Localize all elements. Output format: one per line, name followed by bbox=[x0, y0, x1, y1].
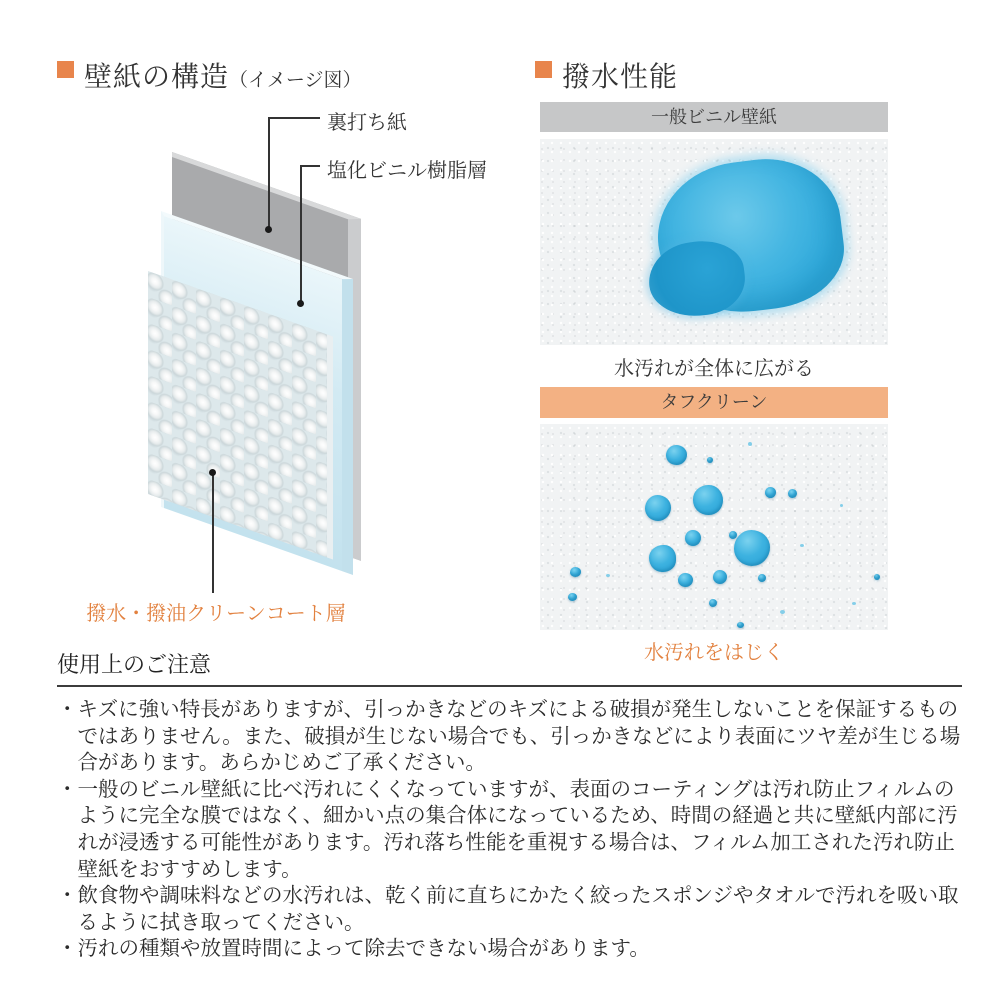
leader-dot bbox=[265, 226, 272, 233]
clean-coat-label: 撥水・撥油クリーンコート層 bbox=[86, 603, 346, 625]
water-speck bbox=[852, 602, 856, 605]
structure-section-heading bbox=[57, 55, 361, 95]
water-droplet bbox=[678, 573, 693, 587]
water-droplet bbox=[709, 599, 717, 607]
spread-stain-photo bbox=[540, 139, 888, 345]
note-text: キズに強い特長がありますが、引っかきなどのキズによる破損が発生しないことを保証するものではありません。また、破損が生じない場合でも、引っかきなどにより表面にツヤ差が生じる場合があります。あらかじめご了承ください。 bbox=[77, 698, 961, 775]
water-droplet bbox=[707, 457, 713, 463]
orange-square-bullet-icon bbox=[57, 61, 74, 78]
orange-square-bullet-icon bbox=[535, 61, 552, 78]
water-droplet bbox=[666, 445, 687, 465]
water-droplet bbox=[734, 530, 770, 566]
water-speck bbox=[840, 504, 843, 507]
structure-title-suffix: （イメージ図） bbox=[229, 70, 362, 91]
water-droplet bbox=[729, 531, 737, 539]
water-droplet bbox=[765, 487, 776, 498]
leader-dot bbox=[297, 300, 304, 307]
note-bullet: ・ bbox=[57, 698, 78, 721]
water-droplet bbox=[645, 495, 671, 521]
leader-dot bbox=[209, 469, 216, 476]
water-speck bbox=[748, 442, 752, 446]
water-droplet bbox=[649, 545, 676, 572]
note-bullet: ・ bbox=[57, 777, 78, 801]
leader-line bbox=[300, 165, 320, 167]
leader-line bbox=[300, 165, 302, 303]
water-droplet bbox=[737, 622, 744, 628]
note-item bbox=[57, 697, 965, 777]
vinyl-resin-label: 塩化ビニル樹脂層 bbox=[327, 160, 487, 182]
notes-title: 使用上のご注意 bbox=[57, 652, 212, 677]
water-speck bbox=[606, 574, 610, 577]
note-item bbox=[57, 777, 965, 883]
note-text: 飲食物や調味料などの水汚れは、乾く前に直ちにかたく絞ったスポンジやタオルで汚れを吸い取るように拭き取ってください。 bbox=[77, 884, 959, 934]
water-speck bbox=[780, 610, 785, 614]
water-droplet bbox=[693, 485, 723, 515]
water-stain-blob bbox=[650, 150, 851, 321]
water-droplet bbox=[685, 530, 701, 546]
leader-line bbox=[212, 472, 214, 593]
leader-line bbox=[268, 117, 320, 119]
note-item bbox=[57, 883, 965, 936]
structure-section-title bbox=[84, 55, 361, 95]
note-bullet: ・ bbox=[57, 884, 78, 908]
notes-list bbox=[57, 697, 965, 963]
notes-divider bbox=[57, 685, 962, 687]
note-text: 汚れの種類や放置時間によって除去できない場合があります。 bbox=[77, 937, 650, 961]
water-droplet bbox=[570, 567, 581, 577]
leader-line bbox=[268, 117, 270, 229]
note-bullet: ・ bbox=[57, 937, 78, 961]
water-droplet bbox=[568, 593, 577, 601]
backing-paper-label: 裏打ち紙 bbox=[327, 112, 407, 134]
performance-section-title: 撥水性能 bbox=[562, 61, 679, 92]
water-droplet bbox=[713, 570, 727, 584]
note-item bbox=[57, 936, 965, 963]
beaded-droplets-caption: 水汚れをはじく bbox=[644, 642, 784, 664]
performance-section-heading bbox=[535, 55, 678, 95]
beaded-droplets-photo bbox=[540, 424, 888, 630]
water-droplet bbox=[874, 574, 880, 580]
generic-vinyl-banner: 一般ビニル壁紙 bbox=[540, 102, 888, 132]
spread-stain-caption: 水汚れが全体に広がる bbox=[614, 358, 814, 380]
water-droplet bbox=[758, 574, 766, 582]
tough-clean-banner: タフクリーン bbox=[540, 387, 888, 418]
water-speck bbox=[800, 544, 804, 547]
note-text: 一般のビニル壁紙に比べ汚れにくくなっていますが、表面のコーティングは汚れ防止フィルムのように完全な膜ではなく、細かい点の集合体になっているため、時間の経過と共に壁紙内部に汚れが浸透する可能性があります。汚れ落ち性能を重視する場合は、フィルム加工された汚れ防止壁紙をおすすめします。 bbox=[77, 777, 958, 881]
water-droplet bbox=[788, 489, 797, 498]
structure-title-text: 壁紙の構造 bbox=[84, 61, 230, 92]
